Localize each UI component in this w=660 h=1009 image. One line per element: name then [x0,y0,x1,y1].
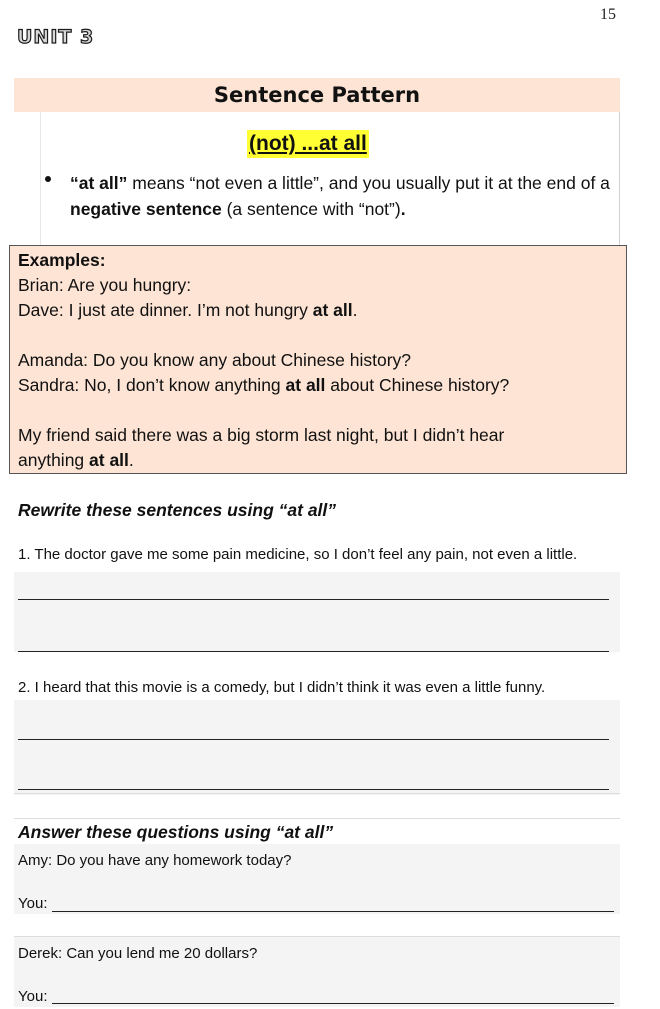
example-line: My friend said there was a big storm last night, but I didn’t hear [18,425,505,445]
sentence-pattern-band [14,78,620,112]
you-label: You: [18,895,48,912]
example-line: Dave: I just ate dinner. I’m not hungry at all. [18,300,358,320]
answer-area [14,572,620,652]
example-line: Sandra: No, I don’t know anything at all about Chinese history? [18,375,510,395]
explanation-period: . [400,199,406,219]
rewrite-question-2: 2. I heard that this movie is a comedy, but I didn’t think it was even a little funny. [18,679,546,696]
examples-heading: Examples: [18,250,106,270]
example-line: Amanda: Do you know any about Chinese history? [18,350,412,370]
term-negative-sentence: negative sentence [70,199,222,219]
page-number: 15 [600,6,616,23]
you-label: You: [18,988,48,1005]
explanation-part: means “not even a little”, and you usually put it at the end of a [127,173,610,193]
rewrite-question-1: 1. The doctor gave me some pain medicine, so I don’t feel any pain, not even a little. [18,546,578,563]
explanation-part: (a sentence with “not”) [221,199,401,219]
rewrite-answer-line[interactable] [18,789,609,790]
answer-question-1: Amy: Do you have any homework today? [18,852,292,869]
term-at-all: “at all” [70,173,128,193]
rewrite-heading: Rewrite these sentences using “at all” [18,500,337,520]
answer-question-2: Derek: Can you lend me 20 dollars? [18,945,258,962]
unit-title: UNIT 3 [17,26,95,48]
pattern-name: (not) ...at all [247,130,369,158]
divider [14,818,620,819]
pattern-explanation [70,170,610,222]
rewrite-answer-line[interactable] [18,739,609,740]
answer-area [14,700,620,795]
rewrite-answer-line[interactable] [18,599,609,600]
example-line: anything at all. [18,450,134,470]
sentence-pattern-title: Sentence Pattern [213,83,421,107]
answer-line[interactable] [52,911,614,912]
answer-line[interactable] [52,1003,614,1004]
answer-heading: Answer these questions using “at all” [18,822,334,842]
rewrite-answer-line[interactable] [18,651,609,652]
example-line: Brian: Are you hungry: [18,275,192,295]
bullet-icon [45,176,51,182]
divider [14,793,620,794]
